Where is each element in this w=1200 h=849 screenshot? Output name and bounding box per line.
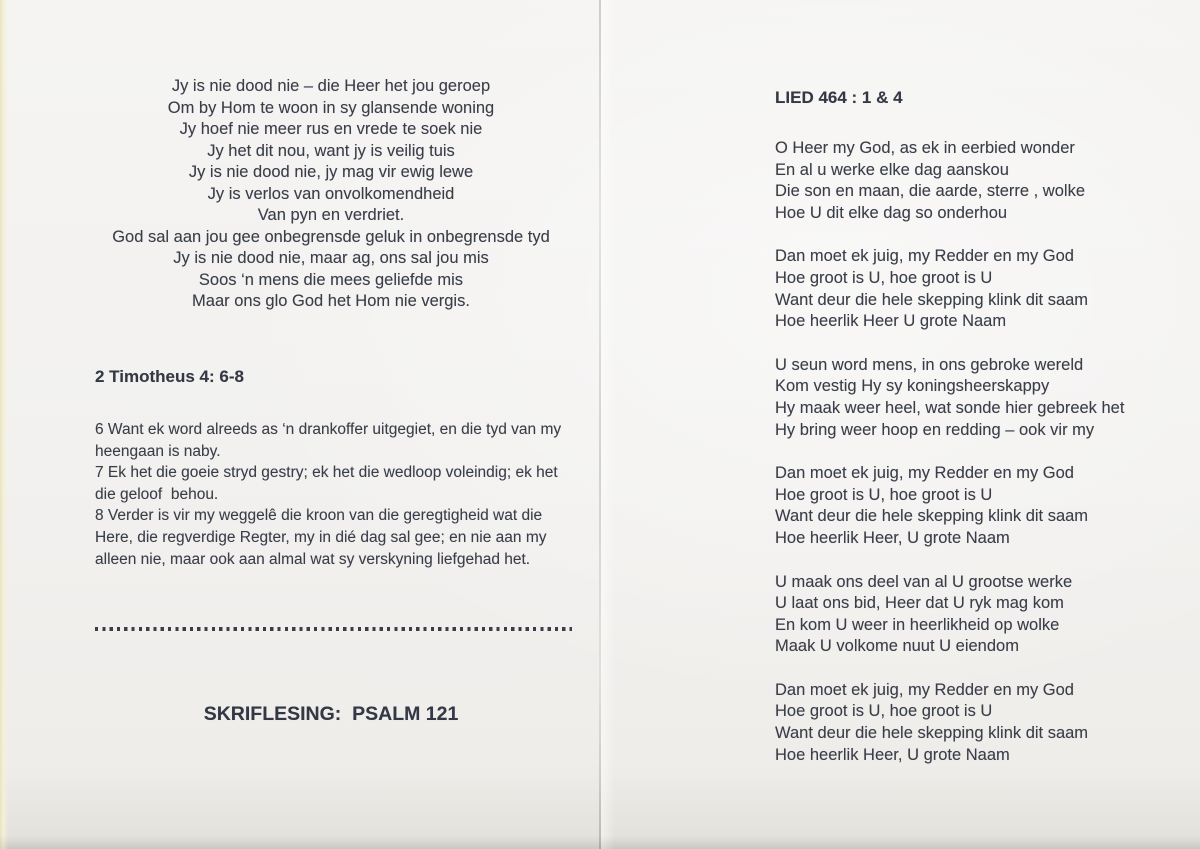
text-line: Hoe groot is U, hoe groot is U	[775, 702, 993, 721]
text-line: Hoe groot is U, hoe groot is U	[775, 268, 993, 287]
memorial-poem	[85, 76, 577, 313]
text-line: Jy het dit nou, want jy is veilig tuis	[207, 141, 455, 160]
hymn-stanzas	[775, 138, 1185, 788]
text-line: Want deur die hele skepping klink dit saam	[775, 290, 1089, 309]
text-line: Die son en maan, die aarde, sterre , wolke	[775, 182, 1085, 201]
hymn-stanza	[775, 463, 1185, 549]
text-line: Dan moet ek juig, my Redder en my God	[775, 247, 1074, 266]
dotted-divider	[95, 627, 572, 631]
text-line: Maar ons glo God het Hom nie vergis.	[192, 292, 470, 310]
hymn-stanza	[775, 572, 1185, 658]
text-line: Hy maak weer heel, wat sonde hier gebreek het	[775, 398, 1125, 417]
text-line: Hoe heerlik Heer, U grote Naam	[775, 528, 1010, 547]
text-line: Maak U volkome nuut U eiendom	[775, 637, 1019, 656]
text-line: Jy is nie dood nie, jy mag vir ewig lewe	[188, 163, 474, 181]
text-line: heengaan is naby.	[95, 442, 221, 460]
text-line: O Heer my God, as ek in eerbied wonder	[775, 139, 1075, 157]
text-line: Jy is verlos van onvolkomendheid	[207, 184, 455, 203]
text-line: U maak ons deel van al U grootse werke	[775, 572, 1073, 591]
text-line: Here, die regverdige Regter, my in dié dag sal gee; en nie aan my	[95, 528, 547, 546]
text-line: Hoe U dit elke dag so onderhou	[775, 203, 1008, 222]
text-line: 7 Ek het die goeie stryd gestry; ek het die wedloop voleindig; ek het	[95, 464, 558, 482]
text-line: Jy hoef nie meer rus en vrede te soek nie	[179, 120, 483, 138]
text-line: Dan moet ek juig, my Redder en my God	[775, 680, 1074, 699]
text-line: Om by Hom te woon in sy glansende woning	[167, 98, 495, 117]
text-line: 6 Want ek word alreeds as ‘n drankoffer uitgegiet, en die tyd van my	[95, 421, 562, 438]
text-line: God sal aan jou gee onbegrensde geluk in onbegrensde tyd	[112, 227, 550, 246]
text-line: Van pyn en verdriet.	[257, 206, 405, 224]
scanner-edge-strip	[0, 0, 8, 849]
text-line: Hoe groot is U, hoe groot is U	[775, 485, 993, 504]
text-line: Hy bring weer hoop en redding – ook vir my	[775, 420, 1095, 439]
text-line: Dan moet ek juig, my Redder en my God	[775, 464, 1074, 483]
text-line: Kom vestig Hy sy koningsheerskappy	[775, 377, 1050, 396]
text-line: Jy is nie dood nie – die Heer het jou geroep	[171, 77, 491, 95]
center-fold-highlight	[601, 0, 615, 849]
hymn-heading: LIED 464 : 1 & 4	[775, 88, 903, 107]
text-line: U seun word mens, in ons gebroke wereld	[775, 355, 1084, 374]
text-line: alleen nie, maar ook aan almal wat sy verskyning liefgehad het.	[95, 550, 531, 568]
text-line: Hoe heerlik Heer U grote Naam	[775, 312, 1007, 331]
text-line: Jy is nie dood nie, maar ag, ons sal jou mis	[173, 249, 489, 267]
hymn-stanza	[775, 138, 1185, 224]
text-line: U laat ons bid, Heer dat U ryk mag kom	[775, 594, 1064, 613]
hymn-stanza	[775, 355, 1185, 441]
text-line: Want deur die hele skepping klink dit saam	[775, 507, 1089, 526]
text-line: 8 Verder is vir my weggelê die kroon van die geregtigheid wat die	[95, 507, 543, 525]
hymn-stanza	[775, 680, 1185, 766]
text-line: Soos ‘n mens die mees geliefde mis	[198, 270, 464, 289]
text-line: En kom U weer in heerlikheid op wolke	[775, 615, 1060, 634]
text-line: Want deur die hele skepping klink dit saam	[775, 724, 1089, 743]
skriflesing-title: SKRIFLESING: PSALM 121	[203, 703, 459, 725]
hymn-stanza	[775, 246, 1185, 332]
scripture-heading: 2 Timotheus 4: 6-8	[95, 367, 244, 386]
scripture-text	[95, 419, 595, 570]
text-line: En al u werke elke dag aanskou	[775, 160, 1009, 179]
bottom-scan-shadow	[0, 835, 1200, 849]
text-line: die geloof behou.	[95, 485, 219, 503]
text-line: Hoe heerlik Heer, U grote Naam	[775, 745, 1010, 764]
